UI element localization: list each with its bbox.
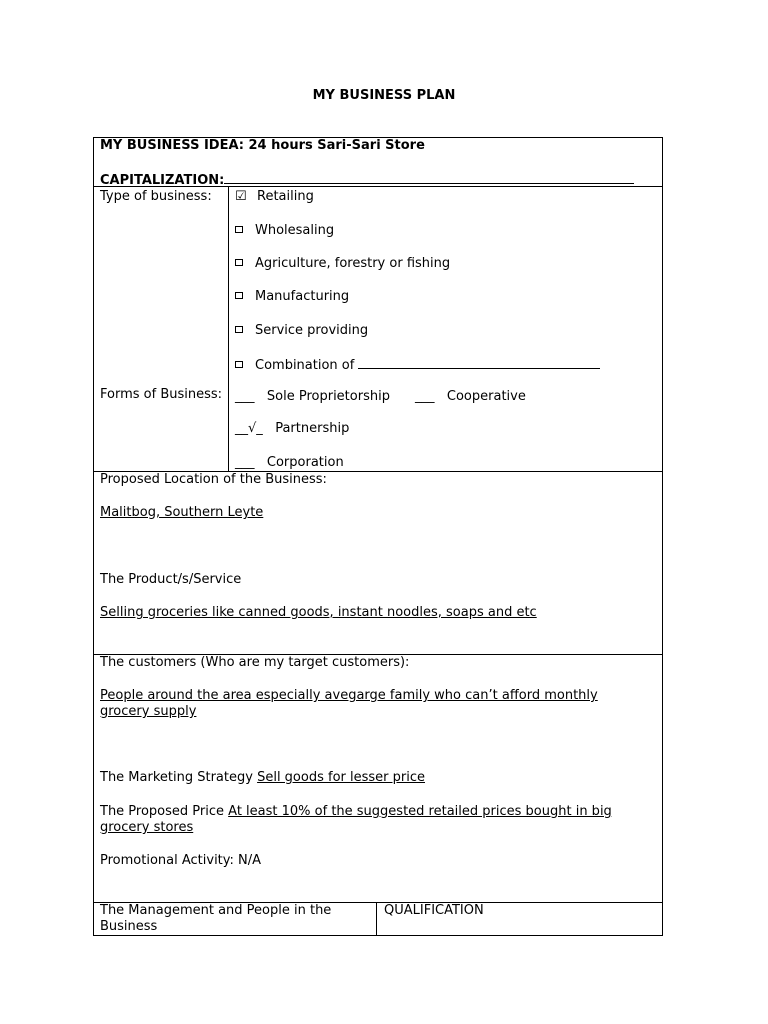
option-retailing	[235, 189, 314, 205]
checkbox-icon	[235, 259, 243, 266]
price-label: The Proposed Price	[100, 804, 225, 819]
business-idea	[100, 138, 425, 154]
capitalization-blank	[224, 171, 634, 184]
option-combination	[232, 356, 600, 374]
marketing-value: Sell goods for lesser price	[257, 770, 425, 785]
column-divider	[228, 186, 229, 471]
option-label: Manufacturing	[255, 289, 350, 304]
form-label: Cooperative	[446, 389, 526, 404]
forms-of-business-label: Forms of Business:	[100, 387, 223, 402]
type-of-business-label: Type of business:	[100, 189, 212, 204]
form-corporation	[235, 455, 344, 471]
business-idea-value: 24 hours Sari-Sari Store	[248, 138, 425, 153]
form-mark: ___	[235, 455, 255, 470]
location-value: Malitbog, Southern Leyte	[100, 505, 264, 520]
checkbox-icon	[235, 292, 243, 299]
price-value: At least 10% of the suggested retailed prices bought in big grocery stores	[100, 804, 612, 835]
form-mark: ___	[235, 389, 255, 404]
business-idea-label: MY BUSINESS IDEA:	[100, 138, 244, 153]
checked-box-icon: ☑	[235, 189, 247, 204]
option-manufacturing	[232, 289, 349, 305]
form-mark: __√_	[235, 421, 263, 436]
product-label: The Product/s/Service	[100, 572, 242, 587]
proposed-price	[100, 804, 660, 836]
option-label: Agriculture, forestry or fishing	[255, 256, 451, 271]
marketing-label: The Marketing Strategy	[100, 770, 253, 785]
form-label: Corporation	[266, 455, 344, 470]
form-sole-proprietorship	[235, 389, 390, 405]
option-label: Combination of	[255, 358, 355, 373]
option-agriculture	[232, 256, 450, 272]
form-label: Sole Proprietorship	[266, 389, 390, 404]
option-label: Retailing	[257, 189, 314, 204]
checkbox-icon	[235, 326, 243, 333]
option-wholesaling	[232, 223, 334, 239]
option-label: Wholesaling	[255, 223, 335, 238]
marketing-strategy	[100, 770, 425, 786]
option-label: Service providing	[255, 323, 369, 338]
promotional-activity: Promotional Activity: N/A	[100, 853, 262, 868]
form-mark: ___	[415, 389, 435, 404]
customers-value: People around the area especially avegarge family who can’t afford monthly grocery supply	[100, 688, 598, 719]
location-label: Proposed Location of the Business:	[100, 472, 327, 487]
form-partnership	[235, 421, 349, 437]
checkbox-icon	[235, 226, 243, 233]
option-service	[232, 323, 368, 339]
product-value: Selling groceries like canned goods, instant noodles, soaps and etc	[100, 605, 537, 620]
customers-label: The customers (Who are my target customers):	[100, 655, 410, 670]
form-cooperative	[415, 389, 526, 405]
form-label: Partnership	[275, 421, 350, 436]
page-title: MY BUSINESS PLAN	[312, 88, 456, 103]
combination-blank	[358, 356, 600, 369]
qualification-label: QUALIFICATION	[384, 903, 484, 918]
capitalization	[100, 171, 634, 189]
checkbox-icon	[235, 361, 243, 368]
capitalization-label: CAPITALIZATION:	[100, 173, 225, 188]
column-divider	[376, 902, 377, 936]
management-label: The Management and People in the Business	[100, 903, 332, 934]
